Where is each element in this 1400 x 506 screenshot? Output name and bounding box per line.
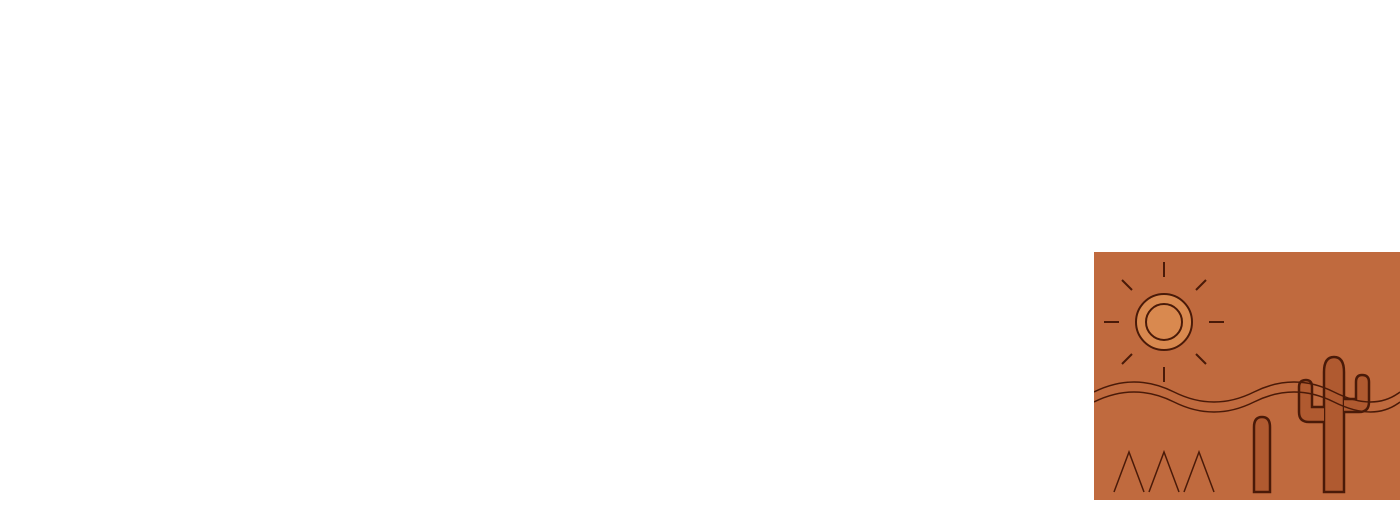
thumbnail-left-column	[1094, 0, 1234, 252]
thumbnail-right-column	[1254, 0, 1400, 252]
menu-column-platillos	[278, 0, 528, 496]
menu-column-seafood	[826, 0, 1076, 498]
menu-column-combinations	[559, 6, 809, 506]
poster-artwork	[1094, 252, 1400, 500]
menu-page-thumbnail	[1094, 0, 1400, 252]
menu-column-appetizers	[11, 0, 258, 498]
mexican-fiesta-poster	[1094, 252, 1400, 500]
